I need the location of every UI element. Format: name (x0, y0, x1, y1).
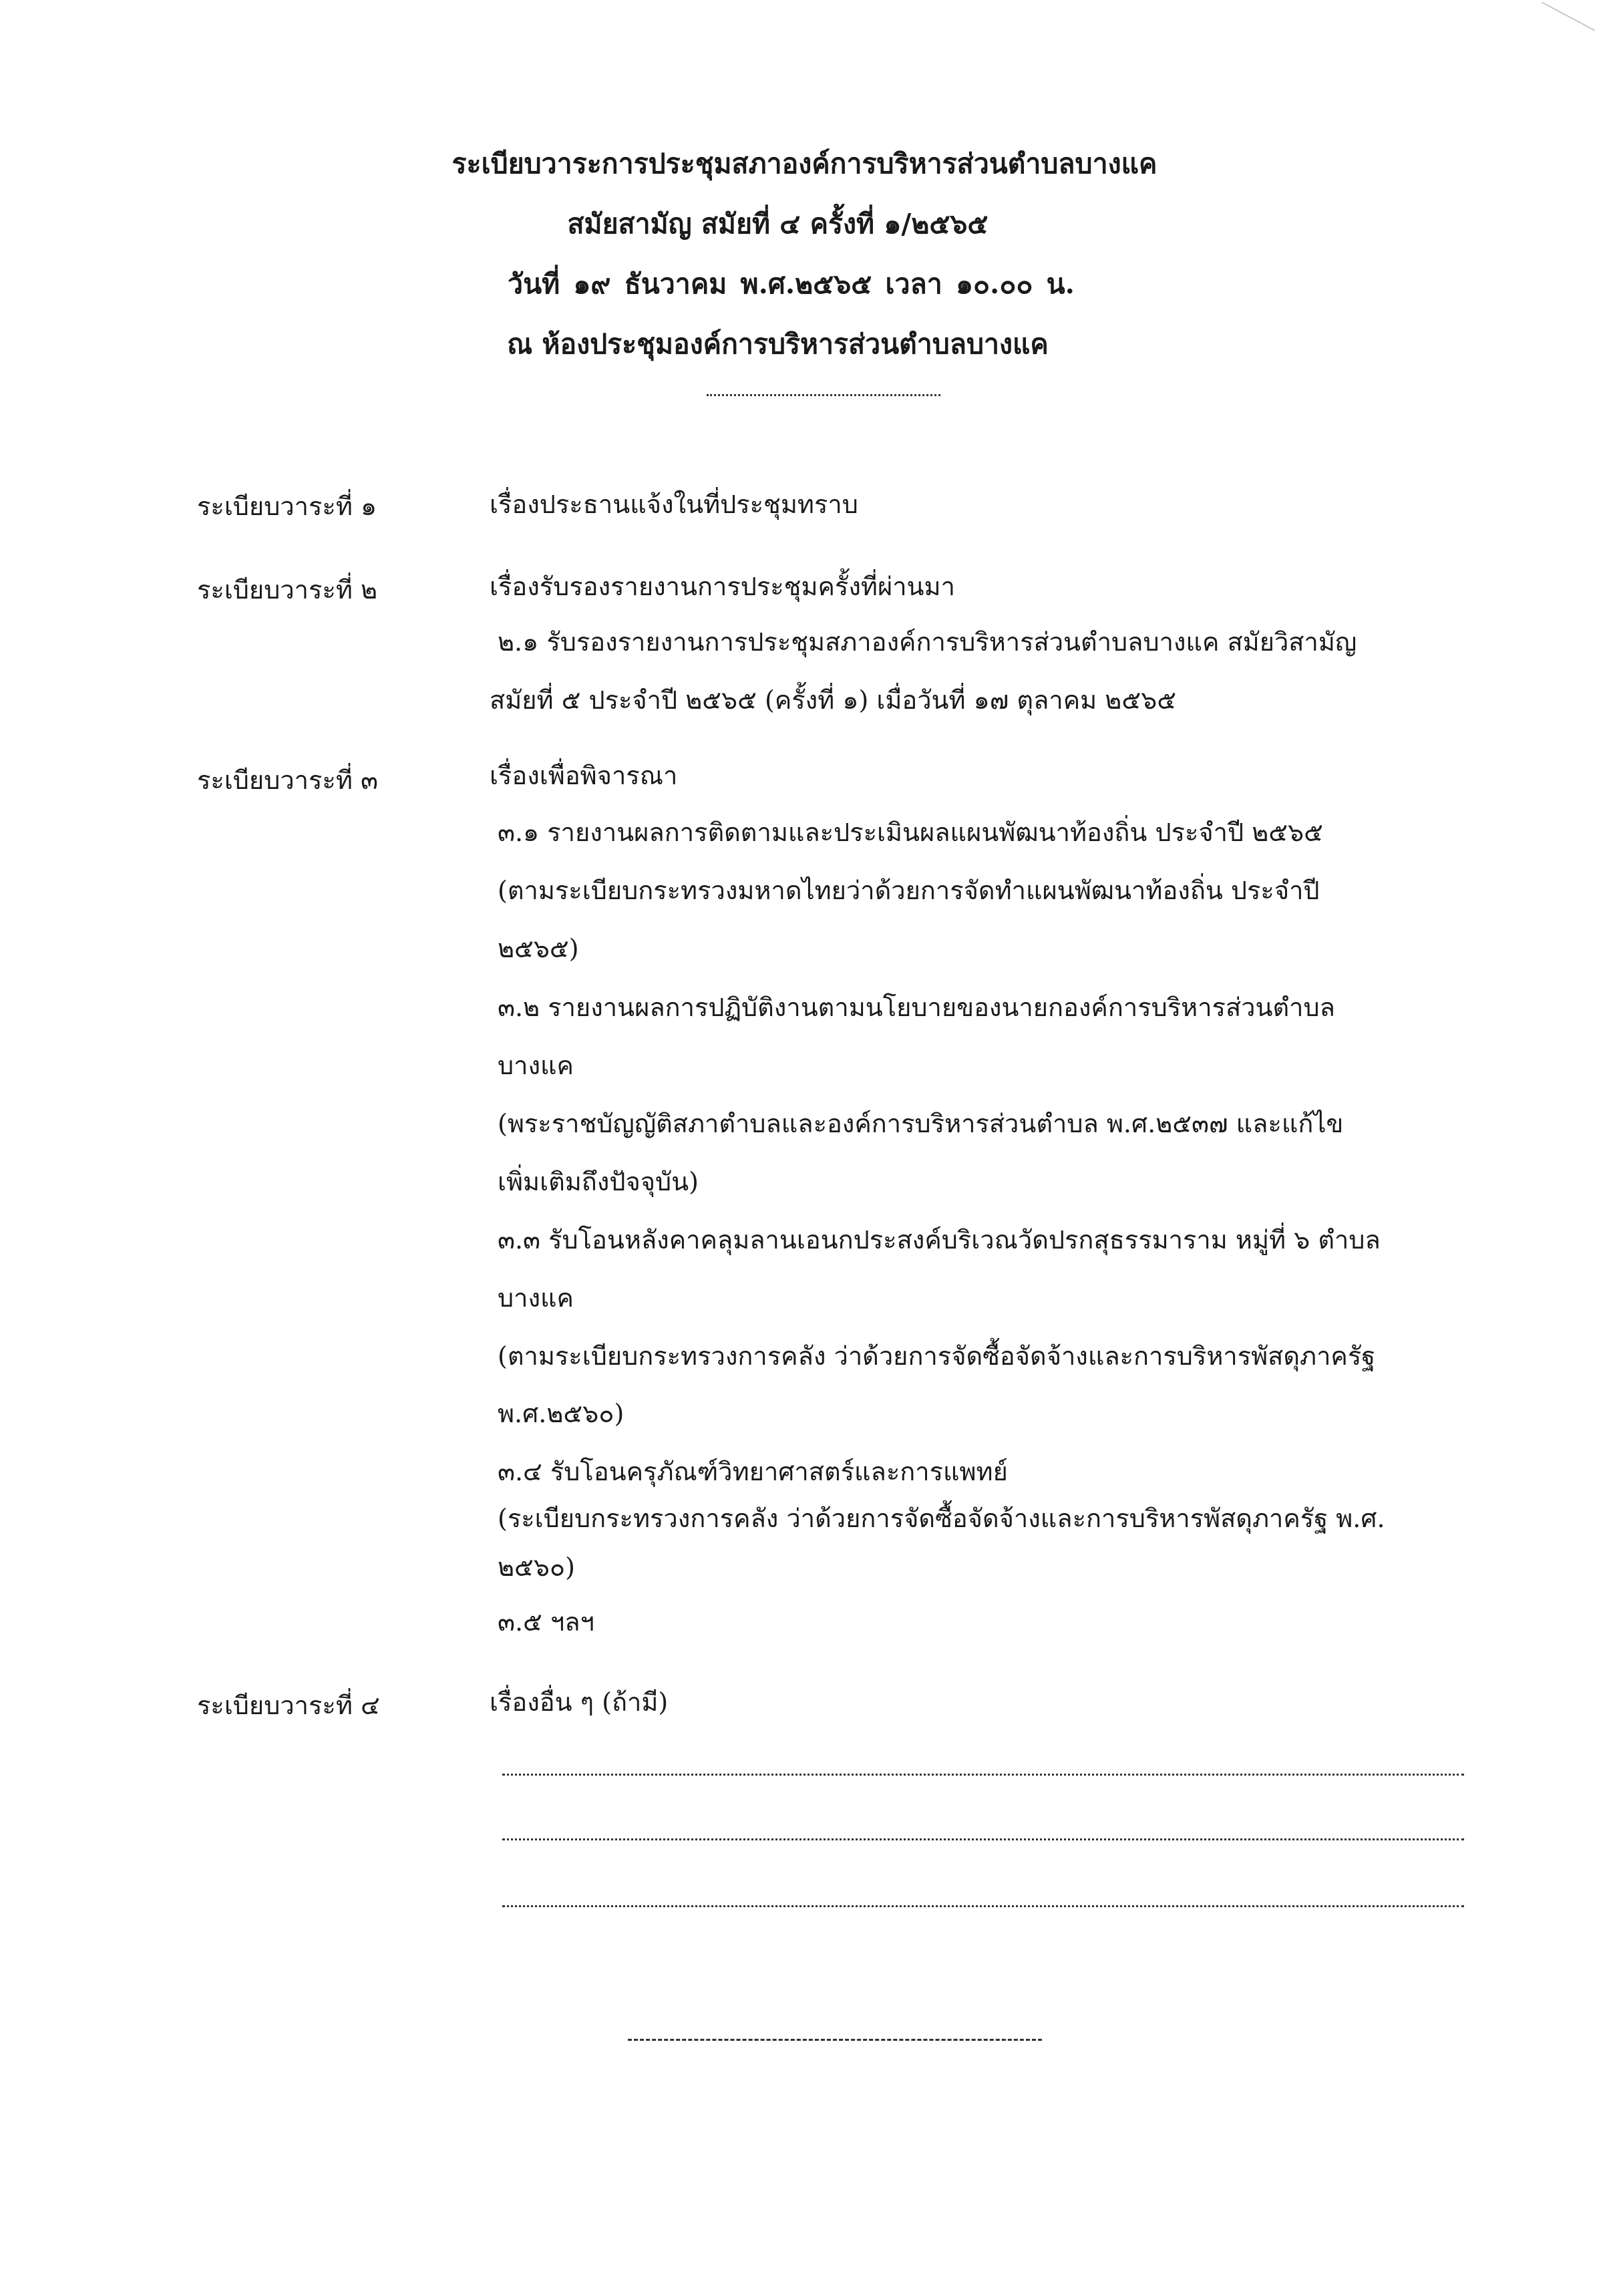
agenda-1-subject: เรื่องประธานแจ้งในที่ประชุมทราบ (490, 490, 858, 519)
title-line-3: วันที่ ๑๙ ธันวาคม พ.ศ.๒๕๖๕ เวลา ๑๐.๐๐ น. (508, 268, 1075, 300)
blank-dotted-line (502, 1774, 1464, 1776)
agenda-3-item-line: (ตามระเบียบกระทรวงมหาดไทยว่าด้วยการจัดทำแผนพัฒนาท้องถิ่น ประจำปี (498, 876, 1320, 905)
agenda-3-item-line: ๓.๑ รายงานผลการติดตามและประเมินผลแผนพัฒนาท้องถิ่น ประจำปี ๒๕๖๕ (498, 818, 1323, 847)
blank-dotted-line (502, 1905, 1464, 1907)
title-line-4: ณ ห้องประชุมองค์การบริหารส่วนตำบลบางแค (507, 328, 1049, 360)
agenda-1-label: ระเบียบวาระที่ ๑ (197, 492, 377, 521)
agenda-3-item-line: พ.ศ.๒๕๖๐) (498, 1399, 624, 1428)
agenda-4-label: ระเบียบวาระที่ ๔ (197, 1691, 380, 1720)
agenda-3-subject: เรื่องเพื่อพิจารณา (490, 761, 678, 790)
agenda-3-item-line: (พระราชบัญญัติสภาตำบลและองค์การบริหารส่วนตำบล พ.ศ.๒๕๓๗ และแก้ไข (498, 1109, 1344, 1138)
title-line-2: สมัยสามัญ สมัยที่ ๔ ครั้งที่ ๑/๒๕๖๕ (567, 208, 989, 240)
header-dotted-separator (707, 394, 940, 396)
agenda-2-item-line: สมัยที่ ๕ ประจำปี ๒๕๖๕ (ครั้งที่ ๑) เมื่อวันที่ ๑๗ ตุลาคม ๒๕๖๕ (490, 685, 1176, 715)
agenda-2-label: ระเบียบวาระที่ ๒ (197, 575, 377, 605)
agenda-3-item-line: ๓.๕ ฯลฯ (498, 1607, 594, 1637)
agenda-3-item-line: ๓.๓ รับโอนหลังคาคลุมลานเอนกประสงค์บริเวณวัดปรกสุธรรมาราม หมู่ที่ ๖ ตำบล (498, 1225, 1381, 1255)
agenda-3-item-line: บางแค (498, 1283, 574, 1313)
end-dashed-line (628, 2039, 1042, 2041)
agenda-3-item-line: เพิ่มเติมถึงปัจจุบัน) (498, 1167, 699, 1196)
agenda-3-item-line: ๒๕๖๐) (498, 1552, 575, 1582)
blank-dotted-line (502, 1838, 1464, 1840)
agenda-3-item-line: บางแค (498, 1051, 574, 1080)
agenda-2-subject: เรื่องรับรองรายงานการประชุมครั้งที่ผ่านมา (490, 572, 955, 601)
agenda-4-subject: เรื่องอื่น ๆ (ถ้ามี) (490, 1687, 669, 1717)
agenda-3-item-line: (ระเบียบกระทรวงการคลัง ว่าด้วยการจัดซื้อจัดจ้างและการบริหารพัสดุภาครัฐ พ.ศ. (498, 1504, 1385, 1533)
agenda-3-item-line: ๓.๔ รับโอนครุภัณฑ์วิทยาศาสตร์และการแพทย์ (498, 1457, 1008, 1486)
agenda-3-label: ระเบียบวาระที่ ๓ (197, 766, 378, 795)
agenda-3-item-line: ๓.๒ รายงานผลการปฏิบัติงานตามนโยบายของนายกองค์การบริหารส่วนตำบล (498, 993, 1335, 1022)
scan-artifact (1523, 2, 1596, 67)
agenda-2-item-line: ๒.๑ รับรองรายงานการประชุมสภาองค์การบริหารส่วนตำบลบางแค สมัยวิสามัญ (498, 627, 1357, 657)
title-line-1: ระเบียบวาระการประชุมสภาองค์การบริหารส่วนตำบลบางแค (452, 148, 1157, 180)
agenda-3-item-line: (ตามระเบียบกระทรวงการคลัง ว่าด้วยการจัดซื้อจัดจ้างและการบริหารพัสดุภาครัฐ (498, 1341, 1376, 1371)
agenda-3-item-line: ๒๕๖๕) (498, 934, 579, 963)
